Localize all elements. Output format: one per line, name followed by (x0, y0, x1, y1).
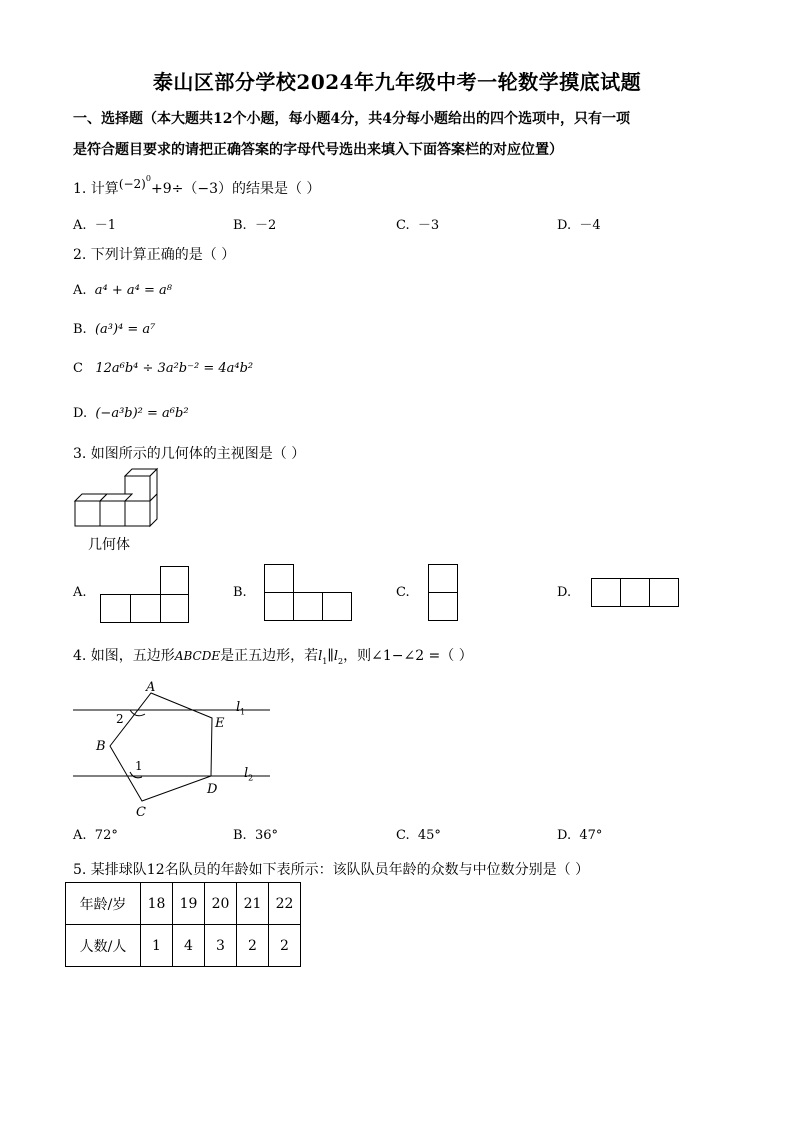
table-cell: 1 (141, 925, 173, 967)
table-cell: 20 (205, 883, 237, 925)
table-cell: 18 (141, 883, 173, 925)
table-row-counts (66, 925, 301, 967)
section-instructions-line1: 一、选择题（本大题共12个小题，每小题4分，共4分每小题给出的四个选项中，只有一项 (73, 111, 630, 127)
q4-pentagon-figure (70, 676, 270, 818)
age-table (65, 882, 301, 967)
table-cell: 21 (237, 883, 269, 925)
table-header-count: 人数/人 (66, 925, 141, 967)
q2-option-d[interactable]: D. (−a³b)² = a⁶b² (73, 406, 189, 421)
question-2-stem: 2. 下列计算正确的是（ ） (73, 247, 236, 263)
q3-option-b-label[interactable]: B. (233, 585, 247, 600)
question-1-expr-base: (−2) (118, 177, 146, 191)
q3-solid-figure (70, 466, 170, 530)
table-cell: 2 (237, 925, 269, 967)
vertex-e: E (215, 716, 225, 731)
question-1-suffix: +9÷（−3）的结果是（ ） (150, 181, 321, 197)
question-1-expr-exp: 0 (145, 174, 151, 184)
q4-option-a[interactable]: A. 72° (73, 828, 118, 843)
line-l1-label: $l_1$ (236, 700, 246, 717)
vertex-d: D (207, 782, 218, 797)
pentagon-abcde (110, 693, 212, 801)
q3-option-d-label[interactable]: D. (557, 585, 572, 600)
q3-option-a-view[interactable] (100, 566, 190, 624)
question-5-stem: 5. 某排球队12名队员的年龄如下表所示：该队队员年龄的众数与中位数分别是（ ） (73, 862, 590, 878)
q3-option-a-label[interactable]: A. (73, 585, 87, 600)
q1-option-a[interactable]: A. －1 (73, 218, 117, 233)
angle-2-label: 2 (116, 712, 124, 726)
vertex-c: C (136, 805, 146, 818)
page-title: 泰山区部分学校2024年九年级中考一轮数学摸底试题 (152, 70, 642, 94)
q3-option-b-view[interactable] (264, 564, 354, 622)
q1-option-c[interactable]: C. －3 (396, 218, 440, 233)
q3-option-c-view[interactable] (428, 564, 460, 622)
table-cell: 2 (269, 925, 301, 967)
question-3-stem: 3. 如图所示的几何体的主视图是（ ） (73, 446, 306, 462)
q2-option-c[interactable]: C 12a⁶b⁴ ÷ 3a²b⁻² = 4a⁴b² (73, 361, 254, 376)
table-cell: 4 (173, 925, 205, 967)
q2-option-a[interactable]: A. a⁴ + a⁴ = a⁸ (73, 283, 172, 298)
table-cell: 19 (173, 883, 205, 925)
question-1-prefix: 1. 计算 (73, 181, 119, 197)
vertex-b: B (96, 739, 106, 754)
q1-option-b[interactable]: B. －2 (233, 218, 277, 233)
q3-option-c-label[interactable]: C. (396, 585, 410, 600)
q3-figure-label: 几何体 (88, 537, 130, 553)
question-4-stem: 4. 如图，五边形ABCDE是正五边形，若$l_1\parallel l_2$，则∠1−∠2 =（ ） (73, 648, 473, 666)
table-cell: 22 (269, 883, 301, 925)
table-row-ages (66, 883, 301, 925)
line-l2-label: $l_2$ (244, 766, 254, 783)
vertex-a: A (146, 680, 156, 695)
question-1 (73, 174, 321, 198)
q2-option-b[interactable]: B. (a³)⁴ = a⁷ (73, 322, 156, 337)
q4-option-c[interactable]: C. 45° (396, 828, 441, 843)
q1-option-d[interactable]: D. －4 (557, 218, 601, 233)
table-cell: 3 (205, 925, 237, 967)
q3-option-d-view[interactable] (591, 578, 683, 610)
section-instructions-line2: 是符合题目要求的请把正确答案的字母代号选出来填入下面答案栏的对应位置） (73, 142, 563, 158)
table-header-age: 年龄/岁 (66, 883, 141, 925)
q4-option-d[interactable]: D. 47° (557, 828, 603, 843)
q4-option-b[interactable]: B. 36° (233, 828, 278, 843)
angle-1-label: 1 (135, 759, 143, 773)
